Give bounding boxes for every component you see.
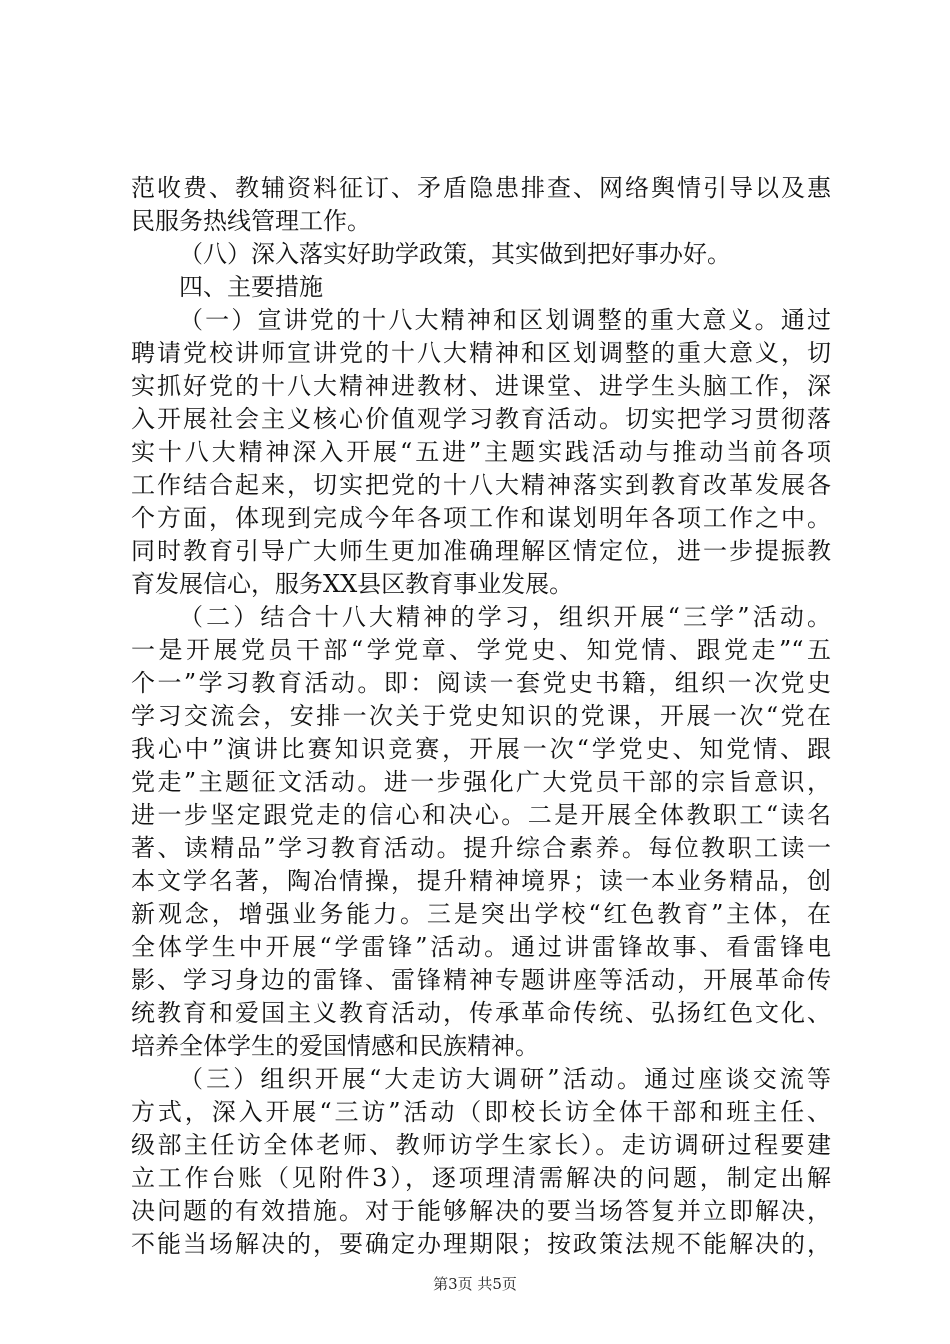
document-body	[131, 172, 831, 1261]
text-line: 全体学生中开展“学雷锋”活动。通过讲雷锋故事、看雷锋电	[131, 933, 831, 961]
text-line: 影、学习身边的雷锋、雷锋精神专题讲座等活动，开展革命传	[131, 966, 831, 994]
text-line: 实抓好党的十八大精神进教材、进课堂、进学生头脑工作，深	[131, 372, 831, 400]
text-line: （八）深入落实好助学政策，其实做到把好事办好。	[179, 240, 731, 268]
text-line: 本文学名著，陶冶情操，提升精神境界；读一本业务精品，创	[131, 867, 831, 895]
text-line: 我心中”演讲比赛知识竞赛，开展一次“学党史、知党情、跟	[131, 735, 831, 763]
text-line: 实十八大精神深入开展“五进”主题实践活动与推动当前各项	[131, 438, 831, 466]
text-line: 不能当场解决的，要确定办理期限；按政策法规不能解决的，	[131, 1230, 831, 1258]
text-line: 范收费、教辅资料征订、矛盾隐患排查、网络舆情引导以及惠	[131, 174, 831, 202]
text-line: 培养全体学生的爱国情感和民族精神。	[131, 1032, 539, 1060]
text-line: 育发展信心，服务XX县区教育事业发展。	[131, 570, 574, 598]
text-line: 著、读精品”学习教育活动。提升综合素养。每位教职工读一	[131, 834, 831, 862]
text-line: 一是开展党员干部“学党章、学党史、知党情、跟党走”“五	[131, 636, 831, 664]
text-line: 学习交流会，安排一次关于党史知识的党课，开展一次“党在	[131, 702, 831, 730]
text-line: 聘请党校讲师宣讲党的十八大精神和区划调整的重大意义，切	[131, 339, 831, 367]
text-line: （一）宣讲党的十八大精神和区划调整的重大意义。通过	[179, 306, 831, 334]
text-line: 新观念，增强业务能力。三是突出学校“红色教育”主体，在	[131, 900, 831, 928]
text-line: 党走”主题征文活动。进一步强化广大党员干部的宗旨意识，	[131, 768, 831, 796]
page-number-footer: 第3页 共5页	[433, 1275, 517, 1293]
text-line: 立工作台账（见附件3），逐项理清需解决的问题，制定出解	[131, 1164, 831, 1192]
text-line: 个方面，体现到完成今年各项工作和谋划明年各项工作之中。	[131, 504, 831, 532]
text-line: 级部主任访全体老师、教师访学生家长）。走访调研过程要建	[131, 1131, 831, 1159]
text-line: 个一”学习教育活动。即：阅读一套党史书籍，组织一次党史	[131, 669, 831, 697]
text-line: （二）结合十八大精神的学习，组织开展“三学”活动。	[179, 603, 831, 631]
text-line: 四、主要措施	[179, 273, 323, 301]
text-line: 民服务热线管理工作。	[131, 207, 371, 235]
text-line: 入开展社会主义核心价值观学习教育活动。切实把学习贯彻落	[131, 405, 831, 433]
text-line: 同时教育引导广大师生更加准确理解区情定位，进一步提振教	[131, 537, 831, 565]
text-line: 统教育和爱国主义教育活动，传承革命传统、弘扬红色文化、	[131, 999, 831, 1027]
text-line: 进一步坚定跟党走的信心和决心。二是开展全体教职工“读名	[131, 801, 831, 829]
text-line: 决问题的有效措施。对于能够解决的要当场答复并立即解决，	[131, 1197, 831, 1225]
text-line: （三）组织开展“大走访大调研”活动。通过座谈交流等	[179, 1065, 831, 1093]
text-line: 方式，深入开展“三访”活动（即校长访全体干部和班主任、	[131, 1098, 831, 1126]
text-line: 工作结合起来，切实把党的十八大精神落实到教育改革发展各	[131, 471, 831, 499]
